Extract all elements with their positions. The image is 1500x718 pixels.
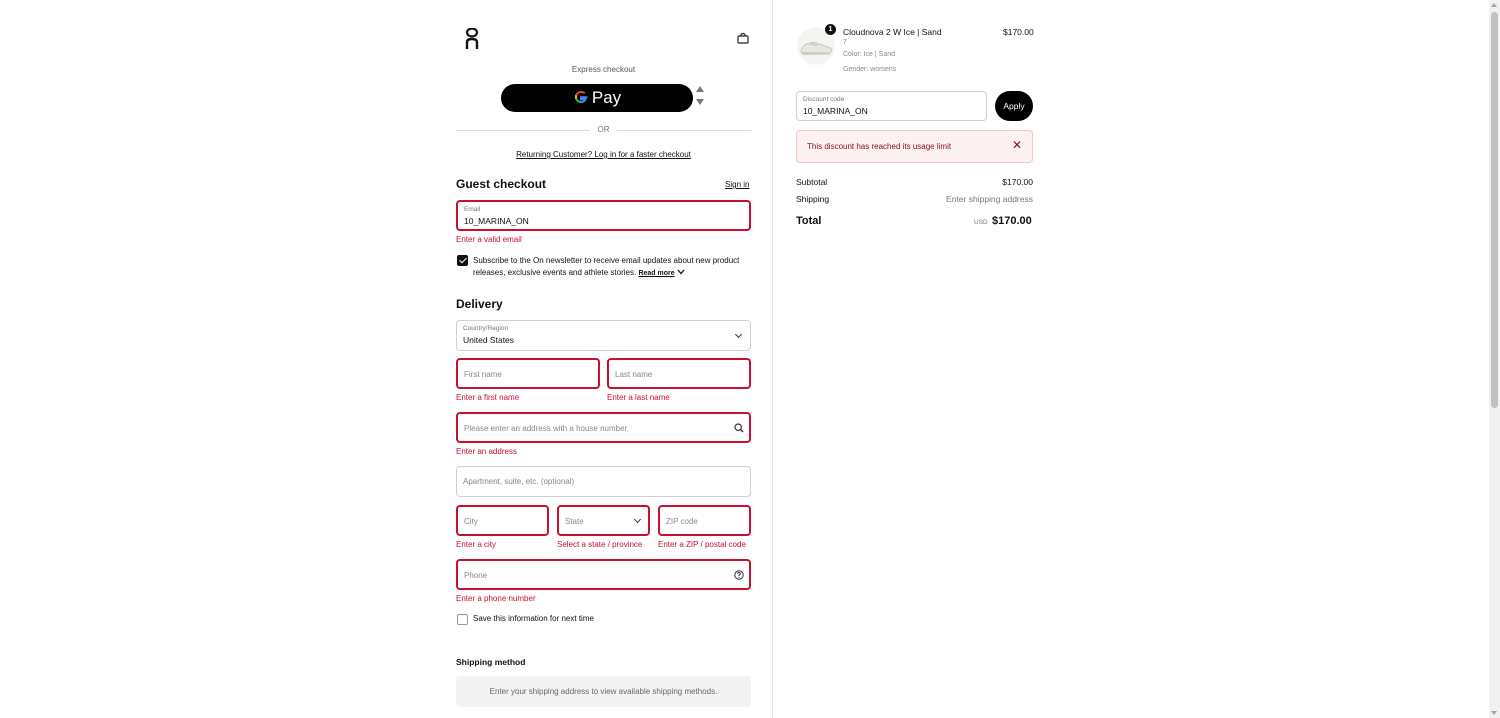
product-size: 7: [843, 39, 847, 46]
phone-placeholder: Phone: [464, 571, 488, 580]
email-error: Enter a valid email: [456, 235, 522, 244]
close-icon[interactable]: ✕: [1012, 138, 1023, 152]
product-gender: Gender: womens: [843, 66, 897, 73]
chevron-down-icon[interactable]: [677, 269, 685, 275]
discount-error-text: This discount has reached its usage limit: [807, 142, 952, 151]
delivery-title: Delivery: [456, 297, 503, 311]
on-logo-icon[interactable]: [465, 28, 479, 50]
shipping-method-message: Enter your shipping address to view available shipping methods.: [456, 676, 751, 707]
subtotal-label: Subtotal: [796, 177, 828, 187]
page-scrollbar[interactable]: [1489, 0, 1500, 718]
state-error: Select a state / province: [557, 540, 643, 549]
last-name-error: Enter a last name: [607, 393, 670, 402]
save-info-label[interactable]: Save this information for next time: [473, 614, 594, 623]
city-error: Enter a city: [456, 540, 497, 549]
address-error: Enter an address: [456, 447, 517, 456]
help-icon[interactable]: [734, 570, 744, 582]
google-g-icon: [573, 89, 589, 107]
arrow-up-icon[interactable]: [696, 86, 704, 92]
apply-button[interactable]: Apply: [995, 91, 1033, 121]
chevron-down-icon: [735, 331, 742, 338]
subtotal-value: $170.00: [1002, 177, 1033, 187]
first-name-error: Enter a first name: [456, 393, 520, 402]
shipping-method-title: Shipping method: [456, 657, 526, 667]
total-currency: USD: [974, 219, 988, 226]
product-color: Color: Ice | Sand: [843, 51, 896, 58]
or-divider-right: [617, 130, 751, 131]
country-label: Country/Region: [463, 325, 509, 332]
express-checkout-label: Express checkout: [571, 65, 636, 74]
email-field[interactable]: [456, 200, 751, 231]
gpay-label: Pay: [591, 88, 622, 107]
google-pay-button[interactable]: [501, 84, 693, 112]
arrow-down-icon[interactable]: [696, 99, 704, 105]
last-name-field[interactable]: [607, 358, 751, 389]
city-field[interactable]: [456, 505, 549, 536]
total-value: $170.00: [992, 215, 1032, 227]
first-name-placeholder: First name: [464, 370, 502, 379]
zip-error: Enter a ZIP / postal code: [658, 540, 746, 549]
sign-in-link[interactable]: Sign in: [725, 180, 750, 189]
newsletter-checkbox[interactable]: [457, 255, 468, 266]
zip-placeholder: ZIP code: [666, 517, 698, 526]
shipping-value: Enter shipping address: [946, 194, 1033, 204]
phone-error: Enter a phone number: [456, 594, 536, 603]
address-field[interactable]: [456, 412, 751, 443]
state-select[interactable]: [557, 505, 650, 536]
scrollbar-thumb[interactable]: [1491, 12, 1498, 408]
apartment-placeholder: Apartment, suite, etc. (optional): [463, 477, 575, 486]
quantity-badge: 1: [825, 24, 836, 35]
email-label: Email: [464, 206, 481, 213]
search-icon[interactable]: [734, 423, 744, 435]
city-placeholder: City: [464, 517, 478, 526]
gpay-scroll-arrows[interactable]: [696, 86, 704, 110]
scroll-down-icon[interactable]: [1491, 711, 1497, 715]
returning-customer-link[interactable]: Returning Customer? Log in for a faster checkout: [516, 150, 691, 159]
total-label: Total: [796, 215, 822, 227]
or-text: OR: [597, 125, 610, 134]
column-divider: [772, 0, 773, 718]
phone-field[interactable]: [456, 559, 751, 590]
product-name: Cloudnova 2 W Ice | Sand: [843, 27, 942, 37]
newsletter-description: Subscribe to the On newsletter to receive email updates about new product releases, exclusive events and athlete stories.: [473, 256, 740, 277]
country-select[interactable]: [456, 320, 751, 351]
product-price: $170.00: [1003, 27, 1034, 37]
first-name-field[interactable]: [456, 358, 600, 389]
scroll-up-icon[interactable]: [1491, 3, 1497, 7]
save-info-checkbox[interactable]: [457, 614, 468, 625]
chevron-down-icon: [634, 516, 641, 523]
discount-code-field[interactable]: [796, 91, 987, 121]
apartment-field[interactable]: [456, 466, 751, 497]
discount-label: Discount code: [803, 96, 845, 103]
shipping-label: Shipping: [796, 194, 830, 204]
zip-field[interactable]: [658, 505, 751, 536]
email-value[interactable]: 10_MARINA_ON: [464, 216, 529, 226]
or-divider-left: [456, 130, 590, 131]
address-placeholder: Please enter an address with a house number.: [464, 424, 629, 433]
newsletter-text: [473, 255, 753, 280]
guest-checkout-title: Guest checkout: [456, 177, 547, 191]
country-value: United States: [463, 335, 515, 345]
read-more-link[interactable]: Read more: [638, 270, 675, 277]
state-placeholder: State: [565, 517, 584, 526]
discount-value[interactable]: 10_MARINA_ON: [803, 106, 868, 116]
discount-error-alert: [796, 130, 1033, 163]
shopping-bag-icon[interactable]: [737, 32, 749, 44]
last-name-placeholder: Last name: [615, 370, 653, 379]
